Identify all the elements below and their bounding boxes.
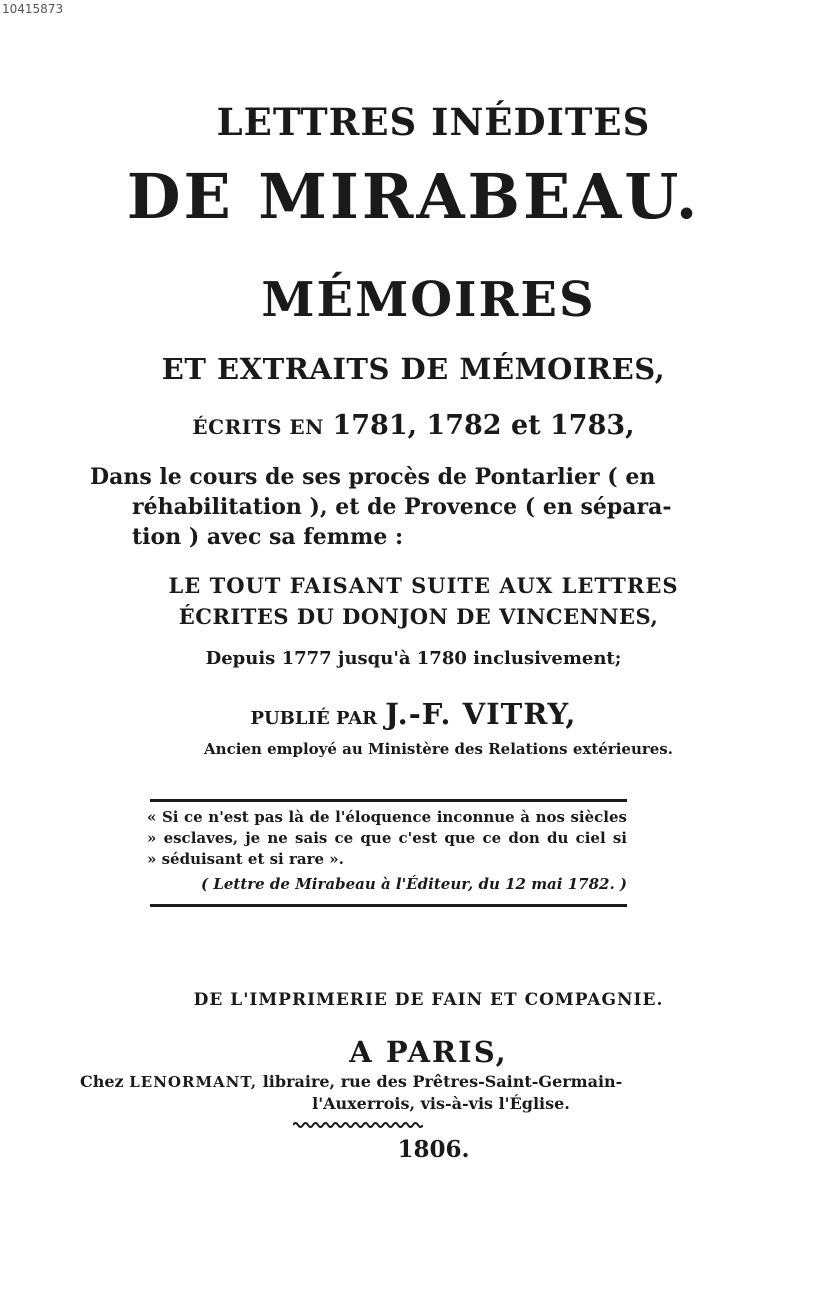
epigraph-bottom-rule	[150, 904, 627, 907]
ecrits-prefix: ÉCRITS EN	[192, 415, 324, 439]
epigraph-line-1: « Si ce n'est pas là de l'éloquence inconnue à nos siècles	[147, 808, 627, 826]
suite-line-2: ÉCRITES DU DONJON DE VINCENNES,	[178, 604, 659, 629]
proces-paragraph	[90, 462, 672, 552]
address-line-2: l'Auxerrois, vis-à-vis l'Église.	[312, 1094, 570, 1113]
extraits-line: ET EXTRAITS DE MÉMOIRES,	[161, 352, 666, 386]
bookseller-name: LENORMANT,	[129, 1073, 258, 1091]
catalog-number: 10415873	[2, 2, 64, 16]
publisher-line	[0, 697, 827, 731]
publisher-prefix: PUBLIÉ PAR	[250, 708, 378, 729]
city-line: A PARIS,	[349, 1035, 508, 1069]
epigraph-block	[147, 807, 627, 895]
proces-line-1: Dans le cours de ses procès de Pontarlier ( en	[90, 464, 656, 490]
publisher-role: Ancien employé au Ministère des Relations extérieures.	[204, 740, 673, 758]
address-line-1: libraire, rue des Prêtres-Saint-Germain-	[262, 1072, 623, 1091]
memoires-heading: MÉMOIRES	[261, 272, 596, 328]
wavy-ornament-rule	[293, 1120, 423, 1130]
depuis-line: Depuis 1777 jusqu'à 1780 inclusivement;	[205, 648, 622, 669]
proces-line-3: tion ) avec sa femme :	[132, 524, 404, 550]
epigraph-top-rule	[150, 799, 627, 802]
title-line-2: DE MIRABEAU.	[126, 160, 701, 233]
epigraph-line-2: » esclaves, je ne sais ce que c'est que ce don du ciel si	[147, 829, 627, 847]
bookseller-line	[80, 1072, 780, 1091]
chez-prefix: Chez	[80, 1072, 124, 1091]
epigraph-line-3: » séduisant et si rare ».	[147, 850, 344, 868]
title-line-1: LETTRES INÉDITES	[216, 100, 651, 144]
publication-year: 1806.	[397, 1136, 470, 1163]
ecrits-years: 1781, 1782 et 1783,	[332, 410, 635, 441]
proces-line-2: réhabilitation ), et de Provence ( en sépara-	[132, 494, 672, 520]
printer-line: DE L'IMPRIMERIE DE FAIN ET COMPAGNIE.	[193, 990, 664, 1010]
publisher-name: J.-F. VITRY,	[385, 697, 577, 731]
suite-line-1: LE TOUT FAISANT SUITE AUX LETTRES	[168, 573, 679, 598]
epigraph-citation: ( Lettre de Mirabeau à l'Éditeur, du 12 mai 1782. )	[201, 875, 627, 893]
ecrits-line	[0, 410, 827, 441]
